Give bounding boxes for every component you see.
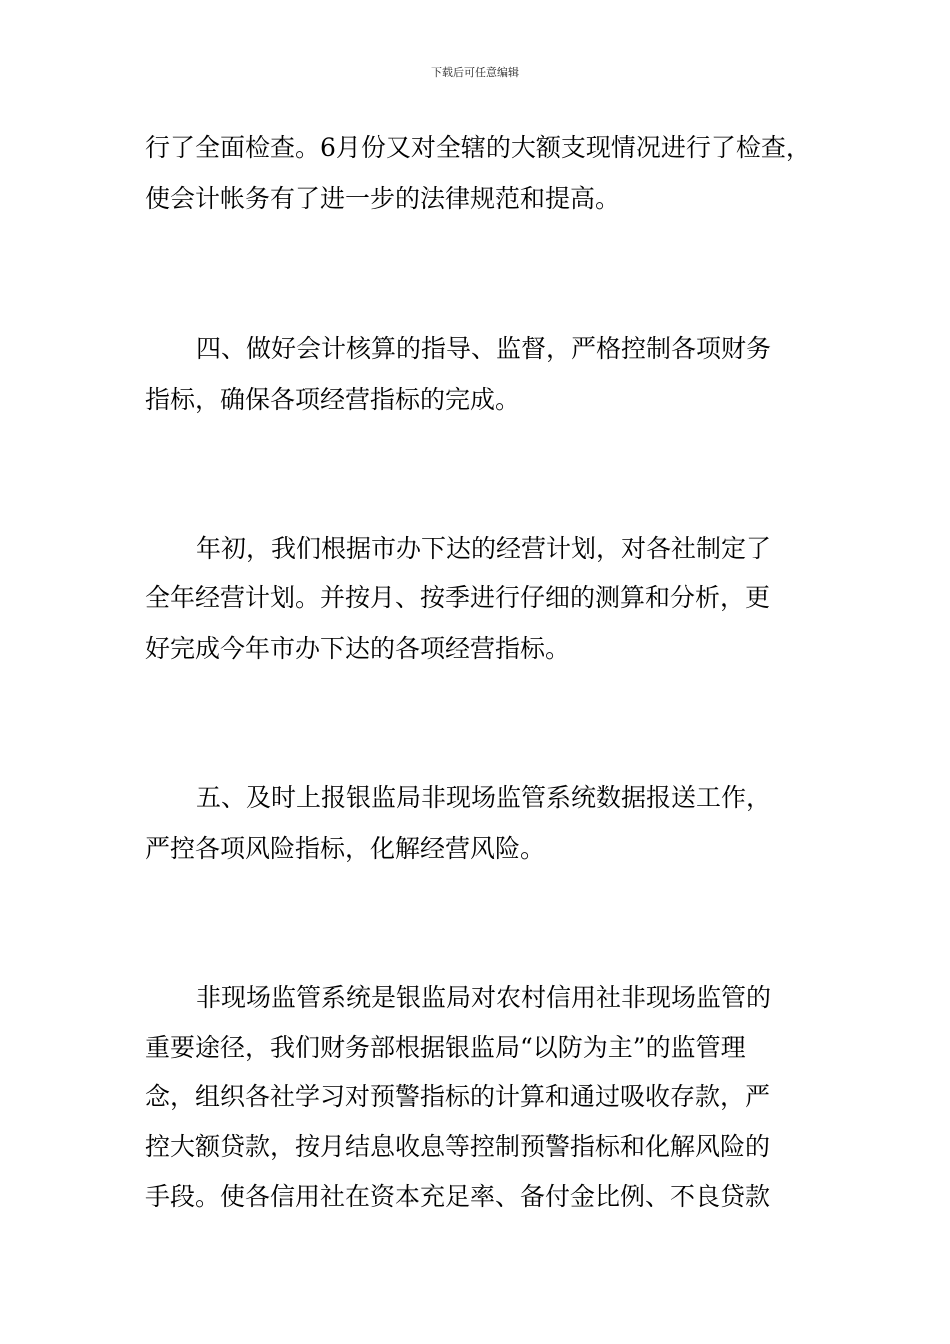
text-line: 指标，确保各项经营指标的完成。 xyxy=(145,385,521,414)
text-line: 好完成今年市办下达的各项经营指标。 xyxy=(145,634,571,663)
text-line: 五、及时上报银监局非现场监管系统数据报送工作， xyxy=(196,783,772,812)
text-line: 全年经营计划。并按月、按季进行仔细的测算和分析，更 xyxy=(145,583,771,612)
text-line: 念，组织各社学习对预警指标的计算和通过吸收存款，严 xyxy=(145,1082,771,1111)
text-line: 重要途径，我们财务部根据银监局“以防为主”的监管理 xyxy=(145,1033,746,1062)
text-line: 四、做好会计核算的指导、监督，严格控制各项财务 xyxy=(196,334,772,363)
text-line: 非现场监管系统是银监局对农村信用社非现场监管的 xyxy=(196,983,772,1012)
text-line: 使会计帐务有了进一步的法律规范和提高。 xyxy=(145,184,621,213)
page-header: 下载后可任意编辑 xyxy=(431,66,519,79)
text-line: 行了全面检查。6月份又对全辖的大额支现情况进行了检查， xyxy=(145,133,811,162)
text-line: 手段。使各信用社在资本充足率、备付金比例、不良贷款 xyxy=(145,1182,771,1211)
text-line: 年初，我们根据市办下达的经营计划，对各社制定了 xyxy=(196,534,772,563)
text-line: 严控各项风险指标，化解经营风险。 xyxy=(145,834,546,863)
text-line: 控大额贷款，按月结息收息等控制预警指标和化解风险的 xyxy=(145,1132,771,1161)
